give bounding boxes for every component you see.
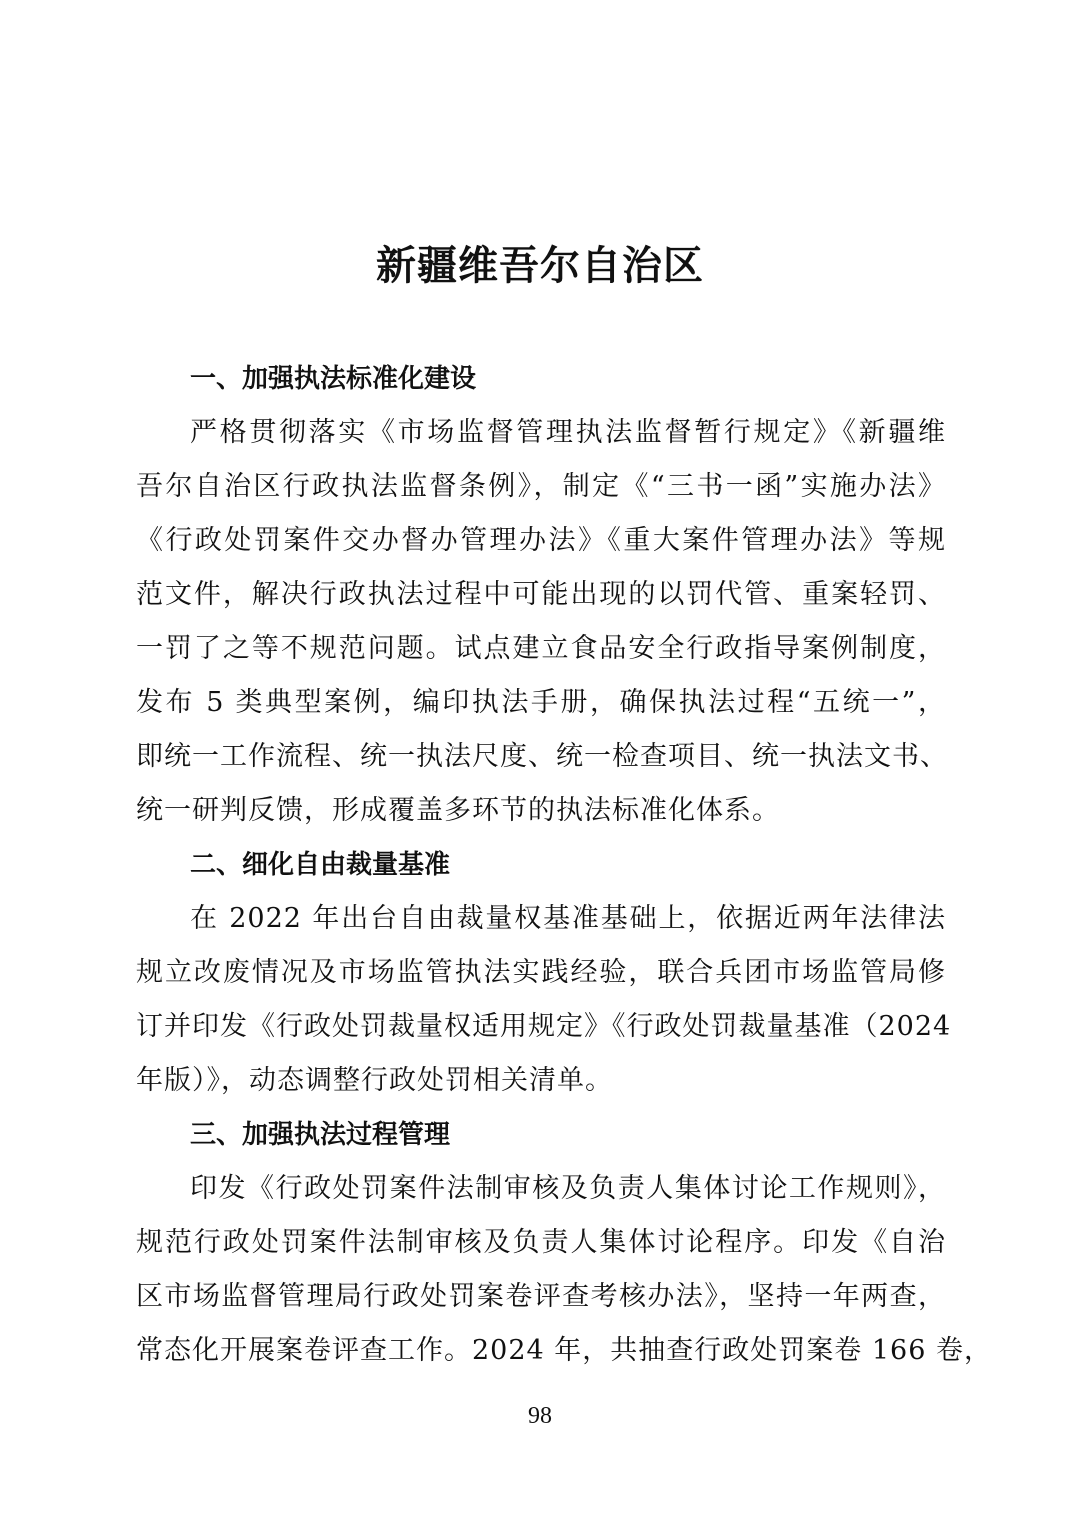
section-heading: 三、加强执法过程管理 (190, 1120, 451, 1150)
paragraph-line: 规范行政处罚案件法制审核及负责人集体讨论程序。印发《自治 (136, 1227, 946, 1258)
paragraph-line: 发布 5 类典型案例，编印执法手册，确保执法过程“五统一”， (136, 687, 946, 718)
paragraph-line: 常态化开展案卷评查工作。2024 年，共抽查行政处罚案卷 166 卷， (136, 1335, 992, 1366)
paragraph-line: 订并印发《行政处罚裁量权适用规定》《行政处罚裁量基准（2024 (136, 1011, 952, 1042)
section-heading: 二、细化自由裁量基准 (190, 850, 451, 880)
paragraph-line: 印发《行政处罚案件法制审核及负责人集体讨论工作规则》， (190, 1173, 946, 1204)
page-number: 98 (528, 1403, 552, 1429)
document-body (136, 352, 992, 1378)
paragraph-line: 区市场监督管理局行政处罚案卷评查考核办法》，坚持一年两查， (136, 1281, 946, 1312)
page-title: 新疆维吾尔自治区 (376, 242, 704, 289)
paragraph-line: 规立改废情况及市场监管执法实践经验，联合兵团市场监管局修 (136, 957, 946, 988)
paragraph-line: 即统一工作流程、统一执法尺度、统一检查项目、统一执法文书、 (136, 741, 948, 772)
section-heading: 一、加强执法标准化建设 (190, 364, 477, 394)
paragraph-line: 吾尔自治区行政执法监督条例》，制定《“三书一函”实施办法》 (136, 471, 946, 502)
paragraph-line: 一罚了之等不规范问题。试点建立食品安全行政指导案例制度， (136, 633, 946, 664)
paragraph-line: 范文件，解决行政执法过程中可能出现的以罚代管、重案轻罚、 (136, 579, 946, 610)
paragraph-line: 《行政处罚案件交办督办管理办法》《重大案件管理办法》等规 (136, 525, 946, 556)
paragraph-line: 在 2022 年出台自由裁量权基准基础上，依据近两年法律法 (190, 903, 946, 934)
paragraph-line: 年版）》，动态调整行政处罚相关清单。 (136, 1065, 613, 1096)
paragraph-line: 统一研判反馈，形成覆盖多环节的执法标准化体系。 (136, 795, 780, 826)
paragraph-line: 严格贯彻落实《市场监督管理执法监督暂行规定》《新疆维 (190, 417, 946, 448)
